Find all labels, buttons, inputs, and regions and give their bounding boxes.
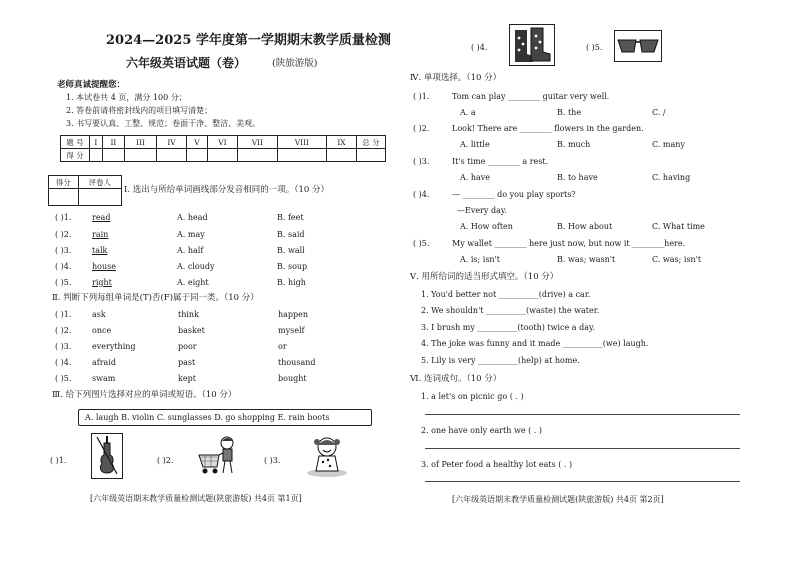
violin-icon bbox=[91, 433, 123, 479]
score-cell[interactable] bbox=[357, 149, 386, 162]
laughing-girl-icon bbox=[304, 433, 350, 479]
option-a: A. half bbox=[177, 246, 204, 255]
score-cell[interactable] bbox=[187, 149, 208, 162]
option-b: B. feet bbox=[277, 213, 304, 222]
column-header: VII bbox=[238, 136, 278, 149]
grader-box[interactable] bbox=[78, 189, 121, 206]
option-a: A. How often bbox=[460, 222, 513, 231]
option-a: A. eight bbox=[177, 278, 209, 287]
option-a: A. cloudy bbox=[177, 262, 215, 271]
word-1: ask bbox=[92, 310, 106, 319]
option-b: B. wall bbox=[277, 246, 305, 255]
column-header: VI bbox=[207, 136, 237, 149]
answer-bracket[interactable]: ( )4. bbox=[55, 262, 72, 271]
answer-bracket[interactable]: ( )2. bbox=[55, 230, 72, 239]
answer-bracket[interactable]: ( )1. bbox=[55, 310, 72, 319]
section-5-title: Ⅴ. 用所给词的适当形式填空。（10 分） bbox=[410, 272, 559, 282]
answer-bracket[interactable]: ( )4. bbox=[55, 358, 72, 367]
option-c: C. What time bbox=[652, 222, 705, 231]
score-label: 得分 bbox=[49, 176, 79, 189]
answer-bracket[interactable]: ( )1. bbox=[55, 213, 72, 222]
word-3: thousand bbox=[278, 358, 316, 367]
score-cell[interactable] bbox=[277, 149, 326, 162]
grader-label: 评卷人 bbox=[78, 176, 121, 189]
page-footer: [六年级英语期末教学质量检测试题(陕旅游版) 共4页 第2页] bbox=[452, 495, 664, 504]
word-order-item: 2. one have only earth we ( . ) bbox=[421, 426, 542, 435]
fill-in-item[interactable]: 3. I brush my __________(tooth) twice a day. bbox=[421, 323, 596, 332]
score-cell[interactable] bbox=[326, 149, 356, 162]
column-header: IV bbox=[156, 136, 186, 149]
score-cell[interactable] bbox=[102, 149, 124, 162]
answer-bracket[interactable]: ( )3. bbox=[55, 342, 72, 351]
row-label: 题 号 bbox=[61, 136, 90, 149]
option-a: A. is; isn't bbox=[460, 255, 500, 264]
word-3: bought bbox=[278, 374, 307, 383]
score-table-header-row bbox=[61, 136, 386, 149]
answer-bracket[interactable]: ( )2. bbox=[55, 326, 72, 335]
score-cell[interactable] bbox=[90, 149, 103, 162]
question-text: — ________ do you play sports? bbox=[452, 190, 576, 199]
word-3: happen bbox=[278, 310, 309, 319]
score-cell[interactable] bbox=[156, 149, 186, 162]
answer-bracket[interactable]: ( )4. bbox=[413, 190, 430, 199]
notice-item: 3. 书写要认真、工整、规范；卷面干净、整洁、美观。 bbox=[66, 119, 261, 128]
score-cell[interactable] bbox=[125, 149, 157, 162]
option-b: B. to have bbox=[557, 173, 598, 182]
option-c: C. many bbox=[652, 140, 685, 149]
section-6-title: Ⅵ. 连词成句。（10 分） bbox=[410, 374, 502, 384]
word-1: everything bbox=[92, 342, 136, 351]
column-header: VIII bbox=[277, 136, 326, 149]
target-word: talk bbox=[92, 246, 108, 255]
target-word: right bbox=[92, 278, 112, 287]
score-cell[interactable] bbox=[207, 149, 237, 162]
column-header: III bbox=[125, 136, 157, 149]
answer-bracket[interactable]: ( )5. bbox=[413, 239, 430, 248]
word-1: swam bbox=[92, 374, 116, 383]
page-footer: [六年级英语期末教学质量检测试题(陕旅游版) 共4页 第1页] bbox=[90, 494, 302, 503]
column-header: IX bbox=[326, 136, 356, 149]
notice-item: 1. 本试卷共 4 页，满分 100 分； bbox=[66, 93, 187, 102]
answer-bracket[interactable]: ( )5. bbox=[55, 374, 72, 383]
word-3: myself bbox=[278, 326, 305, 335]
exam-subtitle: 六年级英语试题（卷） bbox=[126, 56, 247, 70]
options-box: A. laugh B. violin C. sunglasses D. go shopping E. rain boots bbox=[78, 409, 372, 426]
target-word: rain bbox=[92, 230, 109, 239]
answer-bracket[interactable]: ( )2. bbox=[157, 456, 174, 465]
target-word: read bbox=[92, 213, 111, 222]
word-3: or bbox=[278, 342, 287, 351]
sunglasses-icon bbox=[614, 30, 662, 62]
word-2: past bbox=[178, 358, 196, 367]
option-a: A. head bbox=[177, 213, 208, 222]
fill-in-item[interactable]: 1. You'd better not __________(drive) a car. bbox=[421, 290, 591, 299]
edition-label: (陕旅游版) bbox=[272, 58, 318, 69]
fill-in-item[interactable]: 4. The joke was funny and it made __________(we) laugh. bbox=[421, 339, 649, 348]
score-box[interactable] bbox=[49, 189, 79, 206]
exam-page-2 bbox=[397, 0, 794, 561]
answer-bracket[interactable]: ( )1. bbox=[50, 456, 67, 465]
option-b: B. said bbox=[277, 230, 305, 239]
section-2-title: Ⅱ. 判断下列每组单词是(T)否(F)属于同一类。（10 分） bbox=[52, 293, 259, 303]
section-4-title: Ⅳ. 单项选择。（10 分） bbox=[410, 73, 502, 83]
question-reply: —Every day. bbox=[457, 206, 507, 215]
option-b: B. high bbox=[277, 278, 306, 287]
grader-table bbox=[48, 175, 122, 206]
option-c: C. / bbox=[652, 108, 666, 117]
option-b: B. soup bbox=[277, 262, 308, 271]
row-label: 得 分 bbox=[61, 149, 90, 162]
fill-in-item[interactable]: 5. Lily is very __________(help) at home. bbox=[421, 356, 580, 365]
column-header: II bbox=[102, 136, 124, 149]
column-header: I bbox=[90, 136, 103, 149]
word-order-item: 1. a let's on picnic go ( . ) bbox=[421, 392, 524, 401]
question-text: My wallet ________ here just now, but now it ________here. bbox=[452, 239, 686, 248]
word-1: once bbox=[92, 326, 112, 335]
question-text: It's time ________ a rest. bbox=[452, 157, 549, 166]
option-b: B. was; wasn't bbox=[557, 255, 616, 264]
option-b: B. much bbox=[557, 140, 591, 149]
option-c: C. having bbox=[652, 173, 691, 182]
option-a: A. may bbox=[177, 230, 205, 239]
answer-line[interactable] bbox=[425, 481, 740, 482]
answer-bracket[interactable]: ( )2. bbox=[413, 124, 430, 133]
word-2: kept bbox=[178, 374, 196, 383]
section-1-title: Ⅰ. 选出与所给单词画线部分发音相同的一项。（10 分） bbox=[124, 185, 330, 195]
word-2: think bbox=[178, 310, 199, 319]
target-word: house bbox=[92, 262, 116, 271]
answer-bracket[interactable]: ( )3. bbox=[264, 456, 281, 465]
score-table-score-row bbox=[61, 149, 386, 162]
word-1: afraid bbox=[92, 358, 117, 367]
fill-in-item[interactable]: 2. We shouldn't __________(waste) the water. bbox=[421, 306, 600, 315]
column-header: V bbox=[187, 136, 208, 149]
score-table bbox=[60, 135, 386, 162]
word-2: poor bbox=[178, 342, 197, 351]
answer-line[interactable] bbox=[425, 448, 740, 449]
answer-line[interactable] bbox=[425, 414, 740, 415]
shopping-cart-boy-icon bbox=[197, 433, 241, 479]
answer-bracket[interactable]: ( )4. bbox=[471, 43, 488, 52]
word-2: basket bbox=[178, 326, 205, 335]
answer-bracket[interactable]: ( )5. bbox=[55, 278, 72, 287]
question-text: Look! There are ________ flowers in the garden. bbox=[452, 124, 644, 133]
exam-title: 2024—2025 学年度第一学期期末教学质量检测 bbox=[106, 33, 391, 48]
notice-item: 2. 答卷前请将密封线内的项目填写清楚； bbox=[66, 106, 213, 115]
answer-bracket[interactable]: ( )3. bbox=[55, 246, 72, 255]
option-c: C. was; isn't bbox=[652, 255, 702, 264]
question-text: Tom can play ________ guitar very well. bbox=[452, 92, 610, 101]
answer-bracket[interactable]: ( )5. bbox=[586, 43, 603, 52]
option-a: A. little bbox=[460, 140, 490, 149]
answer-bracket[interactable]: ( )1. bbox=[413, 92, 430, 101]
option-b: B. How about bbox=[557, 222, 613, 231]
notice-title: 老师真诚提醒您： bbox=[57, 80, 126, 90]
option-b: B. the bbox=[557, 108, 582, 117]
column-header: 总 分 bbox=[357, 136, 386, 149]
word-order-item: 3. of Peter food a healthy lot eats ( . ) bbox=[421, 460, 573, 469]
option-a: A. a bbox=[460, 108, 476, 117]
rain-boots-icon bbox=[509, 24, 555, 66]
answer-bracket[interactable]: ( )3. bbox=[413, 157, 430, 166]
score-cell[interactable] bbox=[238, 149, 278, 162]
option-a: A. have bbox=[460, 173, 491, 182]
section-3-title: Ⅲ. 给下列图片选择对应的单词或短语。（10 分） bbox=[52, 390, 237, 400]
